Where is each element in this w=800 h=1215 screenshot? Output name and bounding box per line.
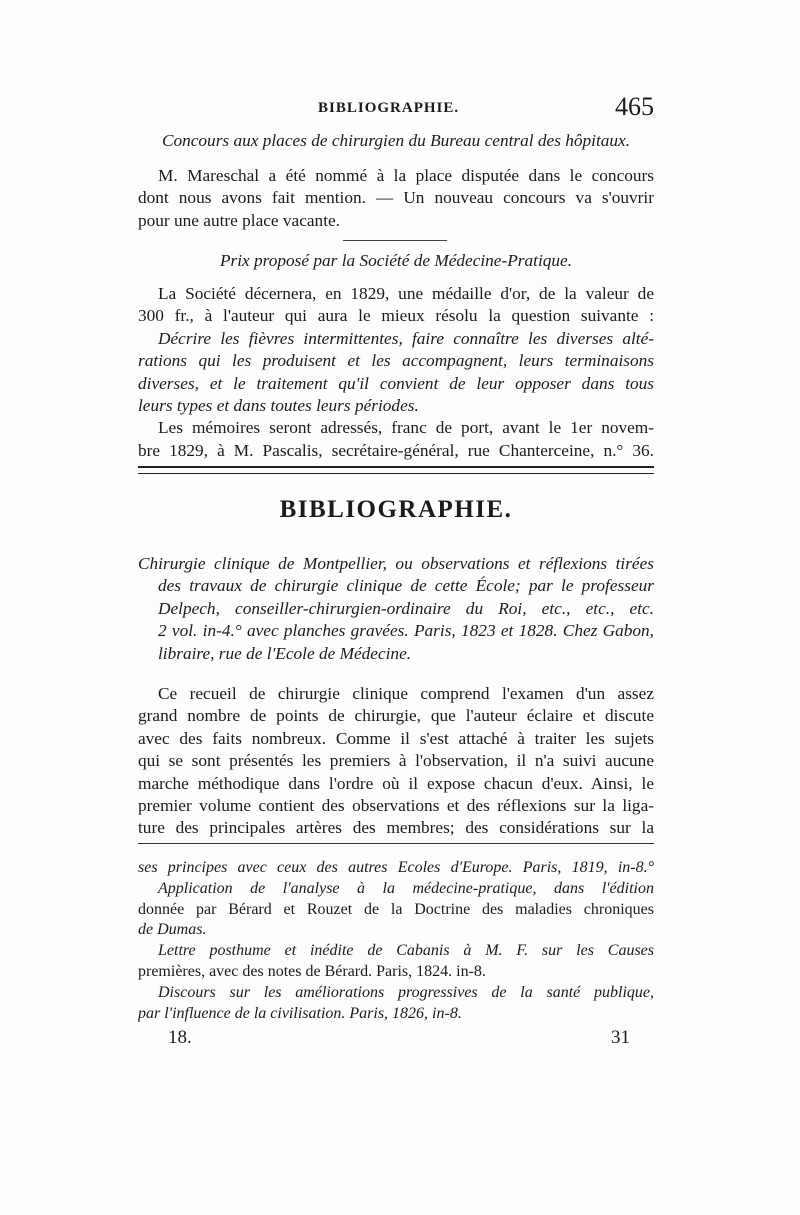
text-line: bre 1829, à M. Pascalis, secrétaire-général, rue Chanterceine, n.° 36. [138,440,654,460]
running-header [138,92,654,126]
footnote-line: Application de l'analyse à la médecine-pratique, dans l'édition [158,879,654,897]
footnote-line: donnée par Bérard et Rouzet de la Doctrine des maladies chroniques [138,900,654,918]
review-paragraph [138,683,654,840]
prix-paragraph [138,283,654,462]
question-line: rations qui les produisent et les accompagnent, leurs terminaisons [138,351,654,371]
text-line: Les mémoires seront adressés, franc de port, avant le 1er novem- [158,418,654,438]
signature-number: 31 [611,1027,630,1048]
running-title: BIBLIOGRAPHIE. [318,100,460,116]
footnote-line: ses principes avec ceux des autres Ecoles d'Europe. Paris, 1819, in-8.° [138,859,654,876]
text-line: dont nous avons fait mention. — Un nouveau concours va s'ouvrir [138,188,654,208]
text-line: pour une autre place vacante. [138,210,340,230]
citation-line: des travaux de chirurgie clinique de cette École; par le professeur [158,576,654,596]
text-line: premier volume contient des observations et des réflexions sur la liga- [138,795,654,815]
footnote-line: par l'influence de la civilisation. Paris, 1826, in-8. [138,1004,462,1022]
text-line: La Société décernera, en 1829, une médaille d'or, de la valeur de [158,284,654,303]
text-line: Ce recueil de chirurgie clinique comprend l'examen d'un assez [158,684,654,703]
citation-line: libraire, rue de l'Ecole de Médecine. [158,643,412,663]
footnote [138,857,654,1023]
citation [138,553,654,665]
signature-mark: 18. [168,1027,192,1048]
question-line: leurs types et dans toutes leurs périodes. [138,395,419,415]
text-line: avec des faits nombreux. Comme il s'est attaché à traiter les sujets [138,728,654,748]
concours-heading: Concours aux places de chirurgien du Bureau central des hôpitaux. [161,131,631,150]
footnote-line: Discours sur les améliorations progressives de la santé publique, [158,983,654,1001]
footnote-line: Lettre posthume et inédite de Cabanis à M. F. sur les Causes [158,942,654,960]
question-line: Décrire les fièvres intermittentes, faire connaître les diverses alté- [158,328,654,348]
text-line: ture des principales artères des membres; des considérations sur la [138,818,654,838]
section-title: BIBLIOGRAPHIE. [279,496,513,523]
citation-line: Delpech, conseiller-chirurgien-ordinaire du Roi, etc., etc., etc. [158,598,654,618]
citation-line: 2 vol. in-4.° avec planches gravées. Paris, 1823 et 1828. Chez Gabon, [158,621,654,641]
section-divider [343,240,447,241]
footnote-line: premières, avec des notes de Bérard. Paris, 1824. in-8. [138,962,486,980]
double-rule [138,466,654,474]
text-line: qui se sont présentés les premiers à l'observation, il n'a suivi aucune [138,751,654,771]
footnote-line: de Dumas. [138,921,207,939]
text-line: 300 fr., à l'auteur qui aura le mieux résolu la question suivante : [138,306,654,326]
footnote-rule [138,843,654,844]
concours-paragraph [138,165,654,232]
citation-line: Chirurgie clinique de Montpellier, ou observations et réflexions tirées [138,554,654,573]
text-line: marche méthodique dans l'ordre où il expose chacun d'eux. Ainsi, le [138,773,654,793]
question-line: diverses, et le traitement qu'il convient de leur opposer dans tous [138,373,654,393]
text-line: M. Mareschal a été nommé à la place disputée dans le concours [158,166,654,185]
text-line: grand nombre de points de chirurgie, que l'auteur éclaire et discute [138,706,654,726]
page-number: 465 [615,92,654,121]
prix-heading: Prix proposé par la Société de Médecine-Pratique. [219,251,573,270]
